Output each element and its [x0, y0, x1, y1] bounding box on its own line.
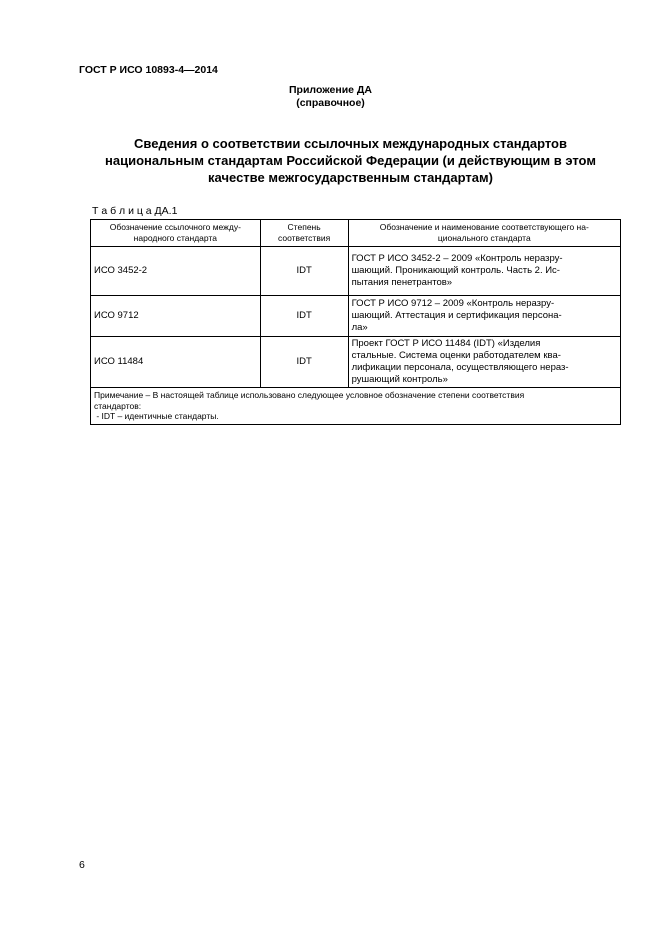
degree-cell: IDT	[260, 337, 348, 388]
correspondence-table	[90, 219, 621, 425]
table-note-row	[91, 388, 621, 425]
title-line: национальным стандартам Российской Федерации (и действующим в этом	[105, 153, 596, 168]
title-line: Сведения о соответствии ссылочных международных стандартов	[134, 136, 567, 151]
national-standard-cell: ГОСТ Р ИСО 9712 – 2009 «Контроль неразру- шающий. Аттестация и сертификация персона- ла»	[348, 296, 620, 337]
table-row	[91, 337, 621, 388]
table-row	[91, 296, 621, 337]
degree-cell: IDT	[260, 247, 348, 296]
ref-standard-cell: ИСО 3452-2	[91, 247, 261, 296]
degree-cell: IDT	[260, 296, 348, 337]
section-title	[60, 135, 641, 186]
ref-standard-cell: ИСО 11484	[91, 337, 261, 388]
header-national-standard: Обозначение и наименование соответствующего на- ционального стандарта	[348, 220, 620, 247]
header-ref-standard: Обозначение ссылочного между- народного стандарта	[91, 220, 261, 247]
table-header-row	[91, 220, 621, 247]
title-line: качестве межгосударственным стандартам)	[208, 170, 493, 185]
page-number: 6	[79, 859, 85, 871]
annex-subtitle: (справочное)	[296, 97, 365, 109]
ref-standard-cell: ИСО 9712	[91, 296, 261, 337]
table-note: Примечание – В настоящей таблице использовано следующее условное обозначение степени соответствия стандартов: - IDT – идентичные стандарты.	[91, 388, 621, 425]
annex-heading	[0, 84, 661, 110]
annex-title: Приложение ДА	[289, 84, 372, 96]
national-standard-cell: ГОСТ Р ИСО 3452-2 – 2009 «Контроль неразру- шающий. Проникающий контроль. Часть 2. Ис- пытания пенетрантов»	[348, 247, 620, 296]
table-label: Т а б л и ц а ДА.1	[92, 205, 178, 217]
header-degree: Степень соответствия	[260, 220, 348, 247]
national-standard-cell: Проект ГОСТ Р ИСО 11484 (IDT) «Изделия стальные. Система оценки работодателем ква- лификации персонала, осуществляющего нераз- рушающий контроль»	[348, 337, 620, 388]
document-header: ГОСТ Р ИСО 10893-4—2014	[79, 64, 218, 76]
table-row	[91, 247, 621, 296]
